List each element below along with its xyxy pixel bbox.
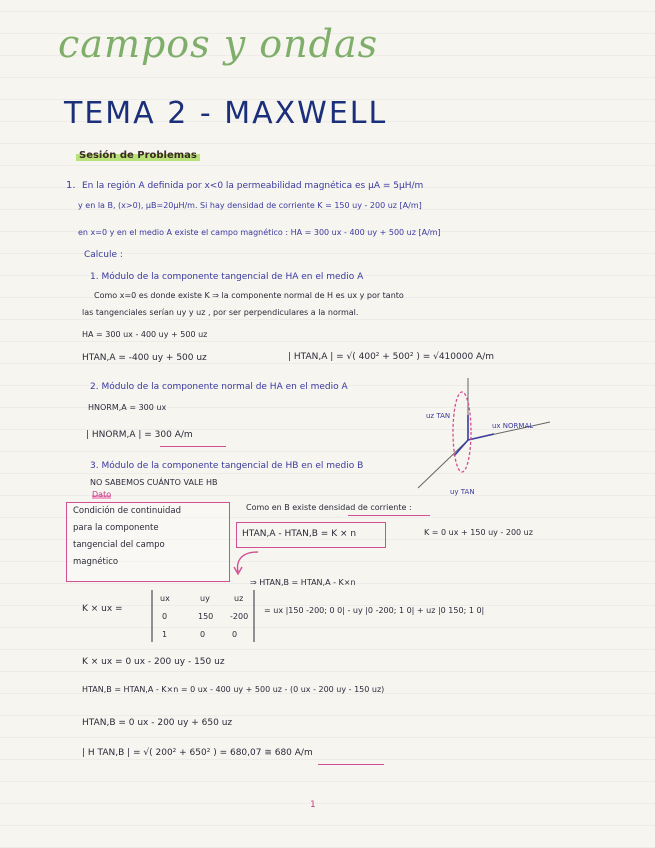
part1-line-1: Como x=0 es donde existe K ⇒ la componente normal de H es ux y por tanto	[94, 291, 404, 300]
part2-line-2: | HNORM,A | = 300 A/m	[86, 430, 193, 440]
part3-question: 3. Módulo de la componente tangencial de HB en el medio B	[90, 461, 364, 471]
kxux-label: K × ux =	[82, 604, 123, 614]
htan-b-formula: ⇒ HTAN,B = HTAN,A - K×n	[250, 578, 356, 587]
boundary-equation: HTAN,A - HTAN,B = K × n	[242, 529, 357, 539]
part2-line-1: HNORM,A = 300 ux	[88, 403, 167, 412]
diagram-label-normal: ux NORMAL	[492, 422, 534, 430]
matrix-cell-1-1: 150	[198, 612, 214, 621]
matrix-cell-1-2: -200	[230, 612, 249, 621]
problem-line-2: y en la B, (x>0), μB=20μH/m. Si hay densidad de corriente K = 150 uy - 200 uz [A/m]	[78, 201, 422, 210]
matrix-cell-2-0: 1	[162, 630, 168, 639]
part3-line-1: NO SABEMOS CUÁNTO VALE HB	[90, 478, 218, 487]
matrix-cell-1-0: 0	[162, 612, 168, 621]
note-underline	[348, 515, 430, 516]
part1-line-3: HA = 300 ux - 400 uy + 500 uz	[82, 330, 208, 339]
answer-underline-3	[318, 764, 384, 765]
cross-product-result: K × ux = 0 ux - 200 uy - 150 uz	[82, 657, 225, 667]
curved-arrow	[228, 548, 268, 578]
box-line-2: para la componente	[73, 523, 159, 533]
problem-line-3: en x=0 y en el medio A existe el campo magnético : HA = 300 ux - 400 uy + 500 uz [A/m]	[78, 228, 441, 237]
axes-diagram	[410, 370, 560, 500]
diagram-label-tan-z: uz TAN	[426, 412, 451, 420]
matrix-cell-0-0: ux	[160, 594, 170, 603]
matrix-cell-2-1: 0	[200, 630, 206, 639]
matrix-cell-0-1: uy	[200, 594, 210, 603]
box-line-1: Condición de continuidad	[73, 506, 182, 516]
diagram-label-tan-y: uy TAN	[450, 488, 475, 496]
problem-line-1: En la región A definida por x<0 la permeabilidad magnética es μA = 5μH/m	[82, 181, 424, 191]
box-line-3: tangencial del campo	[73, 540, 165, 550]
part2-question: 2. Módulo de la componente normal de HA en el medio A	[90, 382, 348, 392]
problem-number: 1.	[66, 180, 76, 191]
part1-line-5: | HTAN,A | = √( 400² + 500² ) = √410000 A/m	[288, 352, 495, 362]
continuity-note-box	[66, 502, 230, 582]
part1-question: 1. Módulo de la componente tangencial de HA en el medio A	[90, 272, 364, 282]
matrix-cell-0-2: uz	[234, 594, 244, 603]
htan-b-result: HTAN,B = 0 ux - 200 uy + 650 uz	[82, 718, 233, 728]
htan-b-magnitude: | H TAN,B | = √( 200² + 650² ) = 680,07 ≅ 680 A/m	[82, 748, 313, 758]
answer-underline-2	[160, 446, 226, 447]
htan-b-derivation: HTAN,B = HTAN,A - K×n = 0 ux - 400 uy + 500 uz - (0 ux - 200 uy - 150 uz)	[82, 685, 385, 694]
page-number: 1	[310, 800, 316, 810]
determinant-expansion: = ux |150 -200; 0 0| - uy |0 -200; 1 0| + uz |0 150; 1 0|	[264, 606, 485, 615]
part1-line-4: HTAN,A = -400 uy + 500 uz	[82, 353, 207, 363]
part1-line-2: las tangenciales serían uy y uz , por ser perpendiculares a la normal.	[82, 308, 359, 317]
notes-title: campos y ondas	[58, 22, 379, 66]
matrix-cell-2-2: 0	[232, 630, 238, 639]
k-vector: K = 0 ux + 150 uy - 200 uz	[424, 528, 533, 537]
calcule-label: Calcule :	[84, 250, 123, 260]
current-density-note: Como en B existe densidad de corriente :	[246, 503, 412, 512]
part3-dato: Dato	[92, 490, 112, 499]
topic-heading: TEMA 2 - MAXWELL	[64, 96, 388, 131]
section-label: Sesión de Problemas	[76, 150, 200, 161]
box-line-4: magnético	[73, 557, 119, 567]
